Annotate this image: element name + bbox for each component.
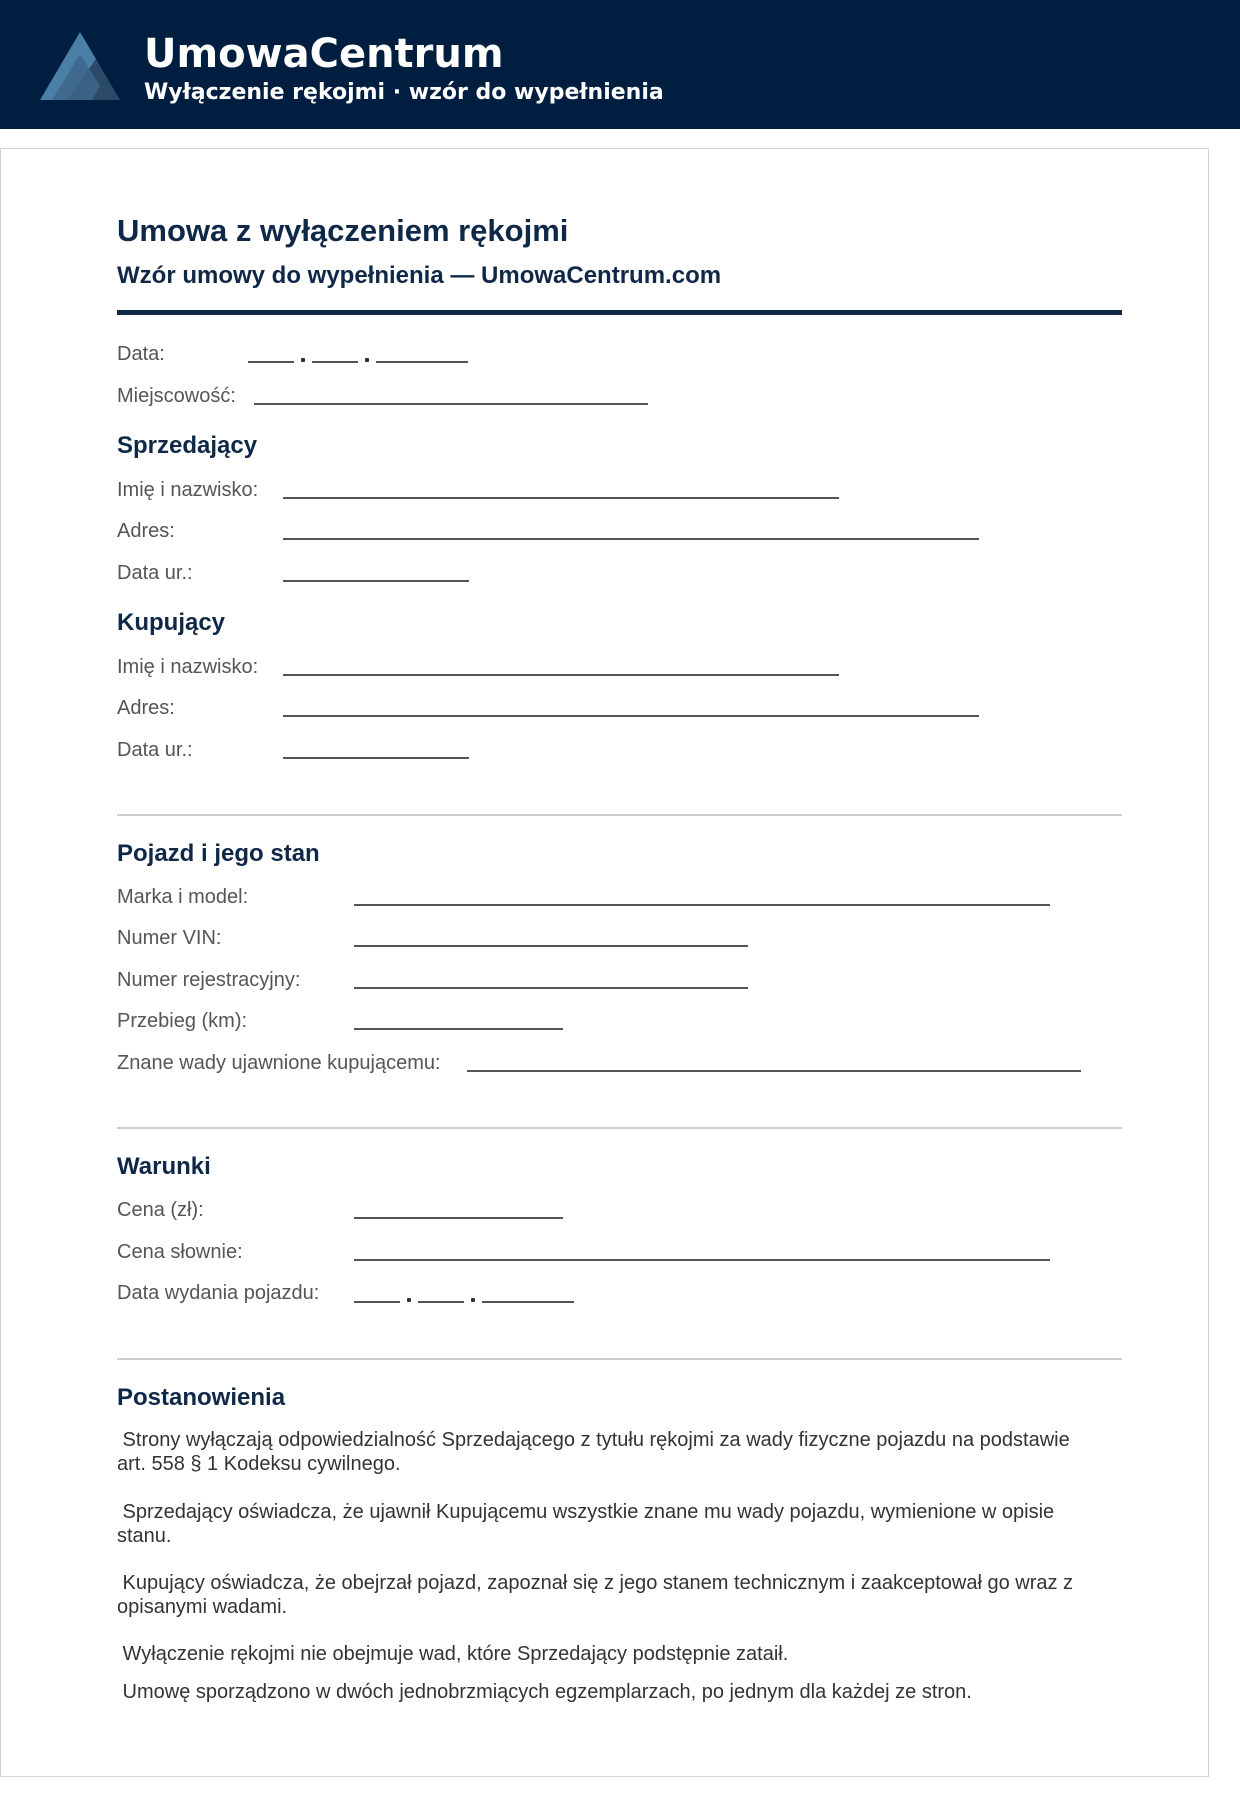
date-year-field[interactable] (376, 361, 468, 363)
vehicle-reg-field[interactable] (354, 987, 748, 989)
seller-name-label: Imię i nazwisko: (117, 479, 259, 501)
date-separator (407, 1298, 411, 1302)
brand-tagline: Wyłączenie rękojmi · wzór do wypełnienia (144, 80, 664, 105)
seller-birth-field[interactable] (283, 580, 469, 582)
vehicle-reg-label: Numer rejestracyjny: (117, 969, 301, 991)
place-label: Miejscowość: (117, 385, 236, 407)
section-divider (117, 1127, 1122, 1129)
provision-paragraph: Strony wyłączają odpowiedzialność Sprzedającego z tytułu rękojmi za wady fizyczne pojazdu na podstawie art. 558 § 1 Kodeksu cywilnego. (117, 1429, 1070, 1475)
title-rule (117, 310, 1122, 315)
handover-month-field[interactable] (418, 1301, 464, 1303)
vehicle-defects-field[interactable] (467, 1070, 1081, 1072)
price-label: Cena (zł): (117, 1199, 204, 1221)
provision-paragraph: Wyłączenie rękojmi nie obejmuje wad, które Sprzedający podstępnie zataił. (117, 1643, 789, 1665)
handover-day-field[interactable] (354, 1301, 400, 1303)
date-label: Data: (117, 343, 165, 365)
seller-heading: Sprzedający (117, 432, 258, 459)
price-words-label: Cena słownie: (117, 1241, 243, 1263)
section-divider (117, 814, 1122, 816)
site-header (0, 0, 1240, 129)
terms-heading: Warunki (117, 1153, 211, 1180)
vehicle-vin-field[interactable] (354, 945, 748, 947)
vehicle-mileage-label: Przebieg (km): (117, 1010, 248, 1032)
seller-birth-label: Data ur.: (117, 562, 193, 584)
mountain-logo-icon (38, 28, 122, 100)
section-divider (117, 1358, 1122, 1360)
vehicle-vin-label: Numer VIN: (117, 927, 222, 949)
provision-paragraph: Kupujący oświadcza, że obejrzał pojazd, zapoznał się z jego stanem technicznym i zaakceptował go wraz z opisanymi wadami. (117, 1572, 1074, 1618)
price-words-field[interactable] (354, 1259, 1050, 1261)
vehicle-mileage-field[interactable] (354, 1028, 563, 1030)
date-day-field[interactable] (248, 361, 294, 363)
buyer-birth-label: Data ur.: (117, 739, 193, 761)
seller-name-field[interactable] (283, 497, 839, 499)
buyer-address-field[interactable] (283, 715, 979, 717)
provision-paragraph: Sprzedający oświadcza, że ujawnił Kupującemu wszystkie znane mu wady pojazdu, wymienione w opisie stanu. (117, 1501, 1055, 1547)
buyer-name-label: Imię i nazwisko: (117, 656, 259, 678)
provisions-heading: Postanowienia (117, 1384, 286, 1411)
vehicle-heading: Pojazd i jego stan (117, 840, 320, 867)
date-separator (471, 1298, 475, 1302)
buyer-address-label: Adres: (117, 697, 175, 719)
provision-paragraph: Umowę sporządzono w dwóch jednobrzmiących egzemplarzach, po jednym dla każdej ze stron. (117, 1681, 972, 1703)
date-separator (365, 358, 369, 362)
date-separator (301, 358, 305, 362)
buyer-name-field[interactable] (283, 674, 839, 676)
price-field[interactable] (354, 1217, 563, 1219)
brand-name: UmowaCentrum (144, 31, 504, 77)
buyer-heading: Kupujący (117, 609, 226, 636)
seller-address-label: Adres: (117, 520, 175, 542)
handover-date-label: Data wydania pojazdu: (117, 1282, 320, 1304)
vehicle-defects-label: Znane wady ujawnione kupującemu: (117, 1052, 441, 1074)
handover-year-field[interactable] (482, 1301, 574, 1303)
document-title: Umowa z wyłączeniem rękojmi (117, 213, 569, 248)
date-month-field[interactable] (312, 361, 358, 363)
document-subtitle: Wzór umowy do wypełnienia — UmowaCentrum.com (117, 262, 722, 289)
seller-address-field[interactable] (283, 538, 979, 540)
buyer-birth-field[interactable] (283, 757, 469, 759)
vehicle-make-field[interactable] (354, 904, 1050, 906)
vehicle-make-label: Marka i model: (117, 886, 249, 908)
place-field[interactable] (254, 403, 648, 405)
